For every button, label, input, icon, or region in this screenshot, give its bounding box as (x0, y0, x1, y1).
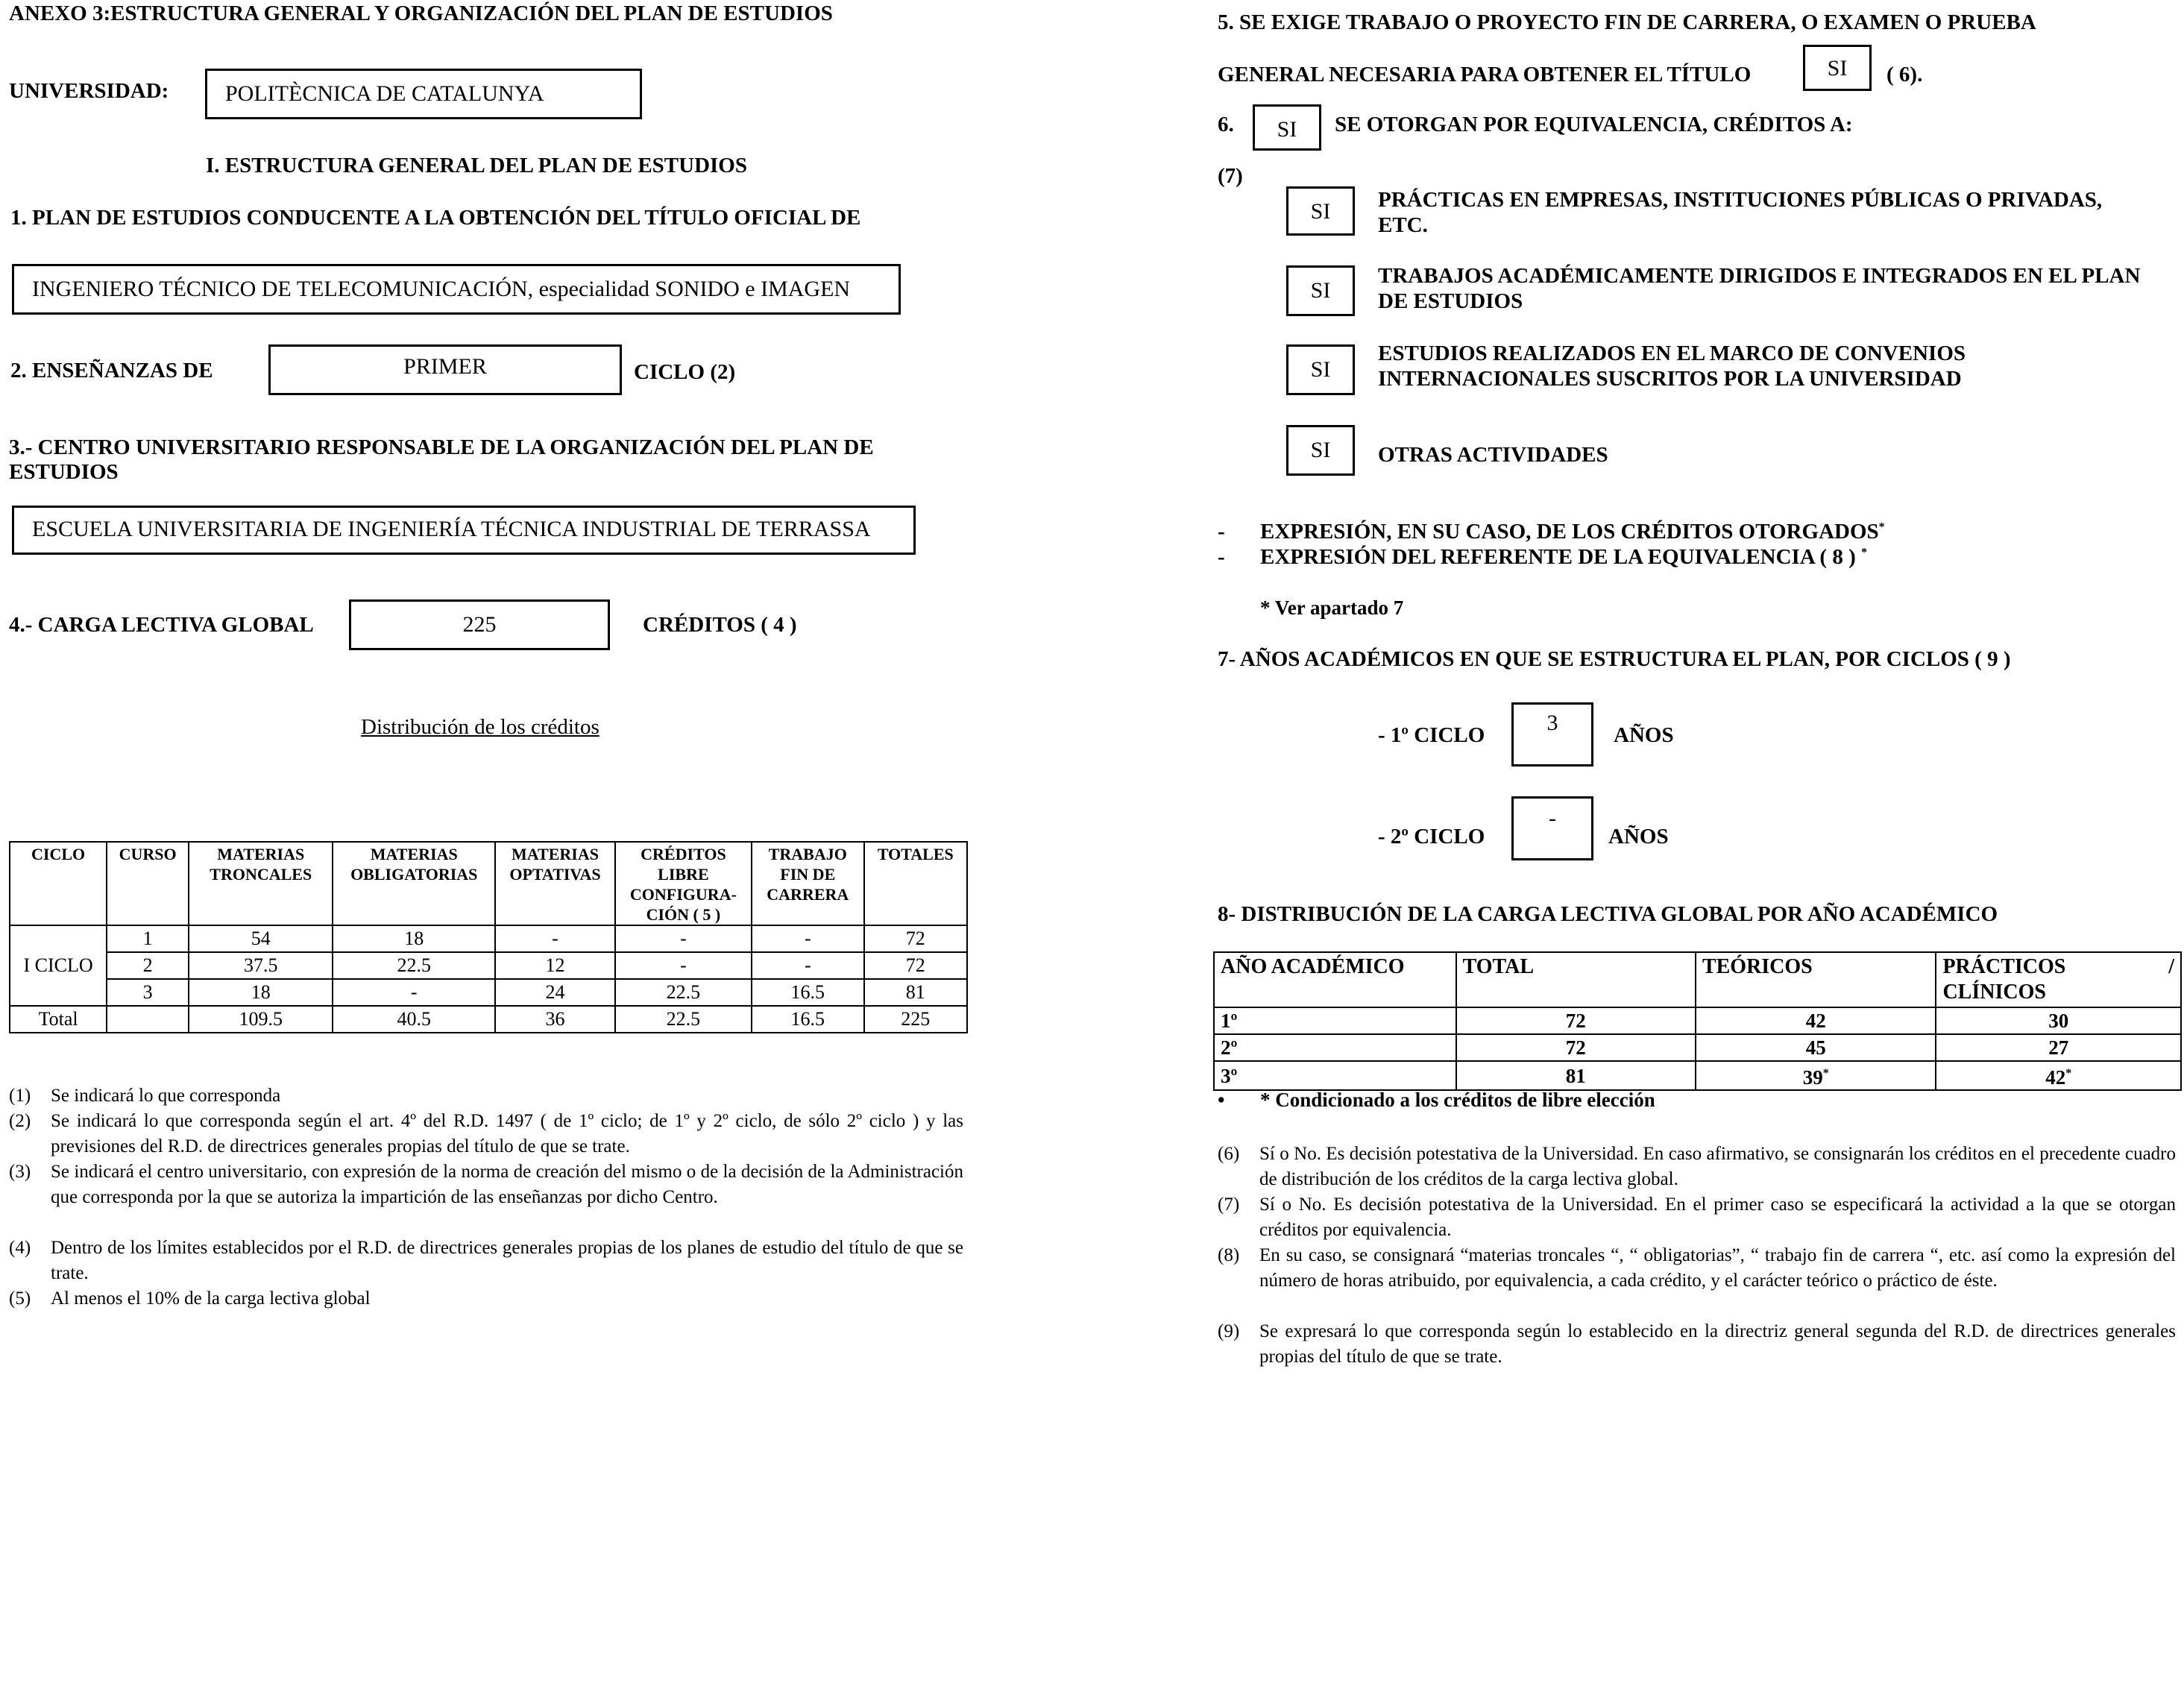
equiv-2-line1: TRABAJOS ACADÉMICAMENTE DIRIGIDOS E INTEGRADOS EN EL PLAN (1378, 264, 2141, 288)
total-label: Total (10, 1006, 107, 1033)
note-number: (3) (9, 1162, 31, 1182)
equiv-1-field (1286, 186, 1355, 236)
note-number: (7) (1218, 1194, 1240, 1215)
note-number: (8) (1218, 1245, 1240, 1265)
note-number: (6) (1218, 1144, 1240, 1164)
credits-value: 225 (462, 612, 497, 637)
credit-distribution-table (9, 841, 968, 1033)
table-row (10, 979, 967, 1006)
note-1 (9, 1083, 963, 1109)
table-cell: 54 (189, 925, 333, 952)
header-text: TRONCALES (210, 865, 312, 884)
header-libre-configuracion (615, 842, 752, 925)
equiv-4-line1: OTRAS ACTIVIDADES (1378, 443, 1608, 467)
header-text: CRÉDITOS (641, 845, 726, 863)
table-cell: 27 (1936, 1034, 2181, 1061)
cycle1-field (1511, 702, 1593, 766)
cycle2-value: - (1549, 806, 1556, 831)
header-practicos (1936, 952, 2181, 1007)
ver-apartado: * Ver apartado 7 (1260, 596, 1404, 619)
university-value: POLITÈCNICA DE CATALUNYA (225, 81, 544, 106)
header-text: CURSO (119, 845, 177, 863)
table-cell: 37.5 (189, 952, 333, 979)
equiv-1-line1: PRÁCTICAS EN EMPRESAS, INSTITUCIONES PÚBLICAS O PRIVADAS, (1378, 188, 2103, 212)
header-trabajo-fin-carrera (752, 842, 864, 925)
note-8 (1218, 1243, 2176, 1319)
table-cell: 12 (495, 952, 615, 979)
table-cell: 30 (1936, 1007, 2181, 1034)
equiv-4-value: SI (1310, 438, 1331, 462)
table-cell: 24 (495, 979, 615, 1006)
table-cell: 18 (333, 925, 495, 952)
table-cell: 36 (495, 1006, 615, 1033)
note-number: (2) (9, 1111, 31, 1131)
item6-value: SI (1277, 117, 1297, 142)
table-cell: 16.5 (752, 979, 864, 1006)
degree-field (12, 264, 901, 315)
degree-value: INGENIERO TÉCNICO DE TELECOMUNICACIÓN, especialidad SONIDO e IMAGEN (32, 277, 851, 301)
header-text: CICLO (31, 845, 86, 863)
header-total: TOTAL (1456, 952, 1696, 1007)
header-troncales (189, 842, 333, 925)
header-text: MATERIAS (217, 845, 305, 863)
header-text: CARRERA (767, 885, 849, 904)
equiv-1-value: SI (1310, 199, 1331, 224)
item4-suffix: CRÉDITOS ( 4 ) (643, 613, 797, 637)
cycle-cell: I CICLO (10, 925, 107, 1006)
distribution-title: Distribución de los créditos (361, 715, 600, 739)
table-cell: 16.5 (752, 1006, 864, 1033)
equiv-4-field (1286, 425, 1355, 476)
year-cell: 3º (1214, 1061, 1456, 1090)
header-text: OPTATIVAS (509, 865, 601, 884)
table-row (10, 952, 967, 979)
year-table-header (1214, 952, 2181, 1007)
table-cell: - (615, 925, 752, 952)
item2-label: 2. ENSEÑANZAS DE (10, 359, 213, 383)
table-cell: 45 (1696, 1034, 1936, 1061)
item3-label-line1: 3.- CENTRO UNIVERSITARIO RESPONSABLE DE LA ORGANIZACIÓN DEL PLAN DE (9, 435, 874, 459)
expr1-label: EXPRESIÓN, EN SU CASO, DE LOS CRÉDITOS OTORGADOS (1260, 520, 1879, 544)
annex-title: ANEXO 3:ESTRUCTURA GENERAL Y ORGANIZACIÓN DEL PLAN DE ESTUDIOS (9, 1, 833, 25)
cell-value: 39 (1802, 1066, 1823, 1089)
table-cell (1696, 1061, 1936, 1090)
equiv-2-line2: DE ESTUDIOS (1378, 289, 1523, 313)
cycle-value: PRIMER (403, 354, 487, 379)
equiv-2-value: SI (1310, 278, 1331, 303)
table-cell: 72 (1456, 1034, 1696, 1061)
cycle2-suffix: AÑOS (1608, 825, 1669, 849)
table-cell: 22.5 (333, 952, 495, 979)
table-cell: 3 (107, 979, 189, 1006)
credit-table-header (10, 842, 967, 925)
university-field (205, 69, 642, 119)
cycle1-suffix: AÑOS (1614, 723, 1674, 747)
note-text: Sí o No. Es decisión potestativa de la Universidad. En caso afirmativo, se consignarán los créditos en el precedente cuadro de distribución de los créditos de la carga lectiva global. (1259, 1144, 2176, 1189)
table-cell (107, 1006, 189, 1033)
note-4 (9, 1235, 963, 1286)
expr2-dash: - (1218, 545, 1225, 569)
item8-title: 8- DISTRIBUCIÓN DE LA CARGA LECTIVA GLOBAL POR AÑO ACADÉMICO (1218, 902, 1998, 926)
credits-field (349, 599, 610, 650)
center-field (12, 506, 916, 555)
table-cell: 42 (1696, 1007, 1936, 1034)
slash-mark: / (2168, 955, 2174, 978)
cycle1-value: 3 (1546, 711, 1558, 735)
note-text: Sí o No. Es decisión potestativa de la Universidad. En el primer caso se especificará la actividad a la que se otorgan créditos por equivalencia. (1259, 1194, 2176, 1240)
equiv-3-line2: INTERNACIONALES SUSCRITOS POR LA UNIVERSIDAD (1378, 367, 1962, 391)
note-text: Al menos el 10% de la carga lectiva global (51, 1288, 371, 1309)
table-cell: 72 (864, 925, 967, 952)
item5-line1: 5. SE EXIGE TRABAJO O PROYECTO FIN DE CARRERA, O EXAMEN O PRUEBA (1218, 10, 2036, 34)
expr2-label: EXPRESIÓN DEL REFERENTE DE LA EQUIVALENCIA ( 8 ) (1260, 545, 1856, 569)
header-text: CIÓN ( 5 ) (646, 905, 721, 924)
table-row (1214, 1034, 2181, 1061)
university-label: UNIVERSIDAD: (9, 79, 169, 103)
note-text: Se expresará lo que corresponda según lo establecido en la directriz general segunda del R.D. de directrices generales propias del título de que se trate. (1259, 1321, 2176, 1367)
header-totales (864, 842, 967, 925)
header-ciclo (10, 842, 107, 925)
note-text: Se indicará lo que corresponda (51, 1086, 281, 1106)
table-cell: 109.5 (189, 1006, 333, 1033)
header-obligatorias (333, 842, 495, 925)
item5-value: SI (1827, 56, 1848, 81)
table-cell: - (752, 925, 864, 952)
header-text: LIBRE (658, 865, 709, 884)
equiv-3-line1: ESTUDIOS REALIZADOS EN EL MARCO DE CONVENIOS (1378, 341, 1966, 365)
note-2 (9, 1109, 963, 1159)
note-text: Se indicará el centro universitario, con expresión de la norma de creación del mismo o de la decisión de la Administración que corresponda por la que se autoriza la impartición de las enseñanzas por dicho Centro. (51, 1162, 963, 1207)
section-title: I. ESTRUCTURA GENERAL DEL PLAN DE ESTUDIOS (206, 154, 747, 177)
item5-suffix: ( 6). (1886, 63, 1923, 86)
header-teoricos: TEÓRICOS (1696, 952, 1936, 1007)
note-text: Se indicará lo que corresponda según el art. 4º del R.D. 1497 ( de 1º ciclo; de 1º y 2º ciclo, de sólo 2º ciclo ) y las previsiones del R.D. de directrices generales propias del título de que se trate. (51, 1111, 963, 1156)
item3-label-line2: ESTUDIOS (9, 460, 119, 484)
header-text: CONFIGURA- (629, 885, 737, 904)
table-cell: 40.5 (333, 1006, 495, 1033)
table-cell: 81 (864, 979, 967, 1006)
cycle1-label: - 1º CICLO (1378, 723, 1485, 747)
center-value: ESCUELA UNIVERSITARIA DE INGENIERÍA TÉCNICA INDUSTRIAL DE TERRASSA (32, 517, 871, 541)
header-curso (107, 842, 189, 925)
table-cell (1936, 1061, 2181, 1090)
item6-label: SE OTORGAN POR EQUIVALENCIA, CRÉDITOS A: (1335, 113, 1853, 136)
annual-load-table (1213, 951, 2182, 1091)
header-text: FIN DE (780, 865, 836, 884)
item4-label: 4.- CARGA LECTIVA GLOBAL (9, 613, 314, 637)
table-cell: 72 (864, 952, 967, 979)
note-3 (9, 1159, 963, 1235)
note-7 (1218, 1192, 2176, 1243)
note-number: (4) (9, 1238, 31, 1258)
expr2-text (1260, 545, 1867, 570)
cell-value: 42 (2045, 1066, 2066, 1089)
asterisk-mark: * (1822, 1067, 1829, 1080)
header-text: MATERIAS (512, 845, 599, 863)
note-text: Dentro de los límites establecidos por el R.D. de directrices generales propias de los planes de estudio del título de que se trate. (51, 1238, 963, 1283)
note-5 (9, 1286, 963, 1312)
cycle2-label: - 2º CICLO (1378, 825, 1485, 849)
item6-field (1253, 104, 1321, 151)
item5-field (1803, 45, 1872, 91)
table-row (1214, 1007, 2181, 1034)
note-6 (1218, 1142, 2176, 1192)
item1-label: 1. PLAN DE ESTUDIOS CONDUCENTE A LA OBTENCIÓN DEL TÍTULO OFICIAL DE (10, 206, 861, 230)
cycle2-field (1511, 796, 1593, 860)
asterisk-mark: * (1878, 520, 1885, 534)
table-row (1214, 1061, 2181, 1090)
note-text: En su caso, se consignará “materias troncales “, “ obligatorias”, “ trabajo fin de carrera “, etc. así como la expresión del número de horas atribuido, por equivalencia, a cada crédito, y el carácter teórico o práctico de éste. (1259, 1245, 2176, 1291)
expr1-text (1260, 520, 1885, 544)
note-number: (5) (9, 1288, 31, 1309)
item2-suffix: CICLO (2) (634, 360, 736, 384)
table-cell: 22.5 (615, 1006, 752, 1033)
year-cell: 2º (1214, 1034, 1456, 1061)
note-9 (1218, 1319, 2176, 1370)
table-cell: 2 (107, 952, 189, 979)
item7-title: 7- AÑOS ACADÉMICOS EN QUE SE ESTRUCTURA EL PLAN, POR CICLOS ( 9 ) (1218, 647, 2011, 671)
expr1-dash: - (1218, 520, 1225, 544)
table-row (10, 925, 967, 952)
asterisk-mark: * (2065, 1067, 2072, 1080)
table-cell: 18 (189, 979, 333, 1006)
table-total-row (10, 1006, 967, 1033)
table-cell: - (333, 979, 495, 1006)
table-cell: - (615, 952, 752, 979)
table-cell: 1 (107, 925, 189, 952)
note-number: (1) (9, 1086, 31, 1106)
equiv-3-value: SI (1310, 357, 1331, 382)
header-text: OBLIGATORIAS (350, 865, 478, 884)
table-cell: - (495, 925, 615, 952)
header-text: PRÁCTICOS (1942, 955, 2066, 978)
item7-marker: (7) (1218, 164, 1243, 188)
header-text: TRABAJO (768, 845, 847, 863)
header-optativas (495, 842, 615, 925)
condicionado-note: * Condicionado a los créditos de libre elección (1260, 1089, 1655, 1111)
equiv-3-field (1286, 344, 1355, 395)
header-text: TOTALES (877, 845, 954, 863)
header-text: CLÍNICOS (1942, 980, 2046, 1004)
table-cell: - (752, 952, 864, 979)
item6-num: 6. (1218, 113, 1234, 136)
table-cell: 22.5 (615, 979, 752, 1006)
cycle-field (268, 344, 622, 395)
note-number: (9) (1218, 1321, 1240, 1341)
table-cell: 81 (1456, 1061, 1696, 1090)
equiv-1-line2: ETC. (1378, 213, 1428, 237)
item5-line2: GENERAL NECESARIA PARA OBTENER EL TÍTULO (1218, 63, 1752, 86)
table-cell: 225 (864, 1006, 967, 1033)
table-cell: 72 (1456, 1007, 1696, 1034)
bullet-mark: • (1218, 1089, 1225, 1111)
header-text: MATERIAS (370, 845, 458, 863)
year-cell: 1º (1214, 1007, 1456, 1034)
equiv-2-field (1286, 265, 1355, 316)
header-ano-academico: AÑO ACADÉMICO (1214, 952, 1456, 1007)
asterisk-mark: * (1861, 546, 1867, 559)
